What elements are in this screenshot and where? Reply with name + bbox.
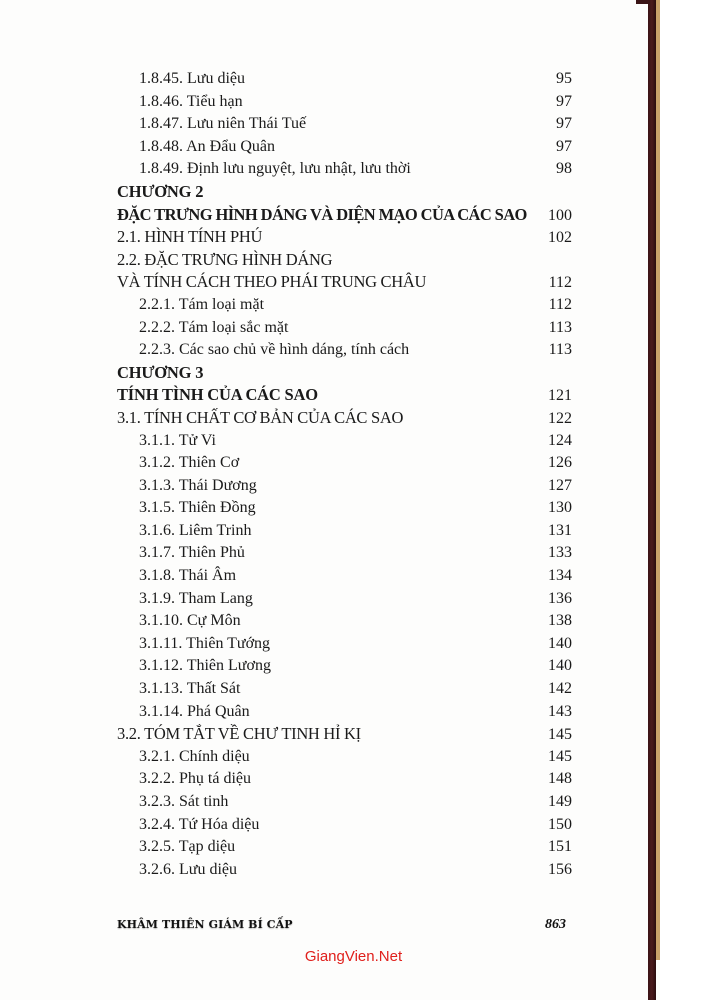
toc-entry-page: 97	[556, 115, 572, 133]
toc-entry-sub	[117, 430, 572, 453]
toc-entry-page: 113	[548, 341, 572, 359]
toc-entry-chapter-title	[117, 204, 572, 227]
toc-entry-label: 2.1. HÌNH TÍNH PHÚ	[117, 227, 263, 247]
toc-entry-label: 3.1.5. Thiên Đồng	[139, 499, 256, 517]
toc-entry-sub	[117, 768, 572, 791]
toc-entry-label: 3.2.1. Chính diệu	[139, 747, 250, 765]
toc-entry-section	[117, 226, 572, 249]
toc-entry-sub	[117, 633, 572, 656]
toc-entry-sub	[117, 542, 572, 565]
book-cover-edge	[656, 0, 660, 960]
background-outside-page	[660, 0, 707, 1000]
toc-entry-page: 142	[548, 680, 572, 698]
toc-entry-page: 149	[548, 793, 572, 810]
toc-entry-label: 3.1.1. Tử Vi	[139, 431, 216, 449]
toc-entry-page: 113	[548, 318, 572, 336]
toc-entry-label: 3.2.4. Tứ Hóa diệu	[139, 815, 260, 833]
toc-entry-page: 112	[548, 274, 572, 292]
page-number: 863	[545, 917, 566, 932]
toc-entry-label: 3.1.14. Phá Quân	[139, 702, 250, 720]
toc-entry-label: VÀ TÍNH CÁCH THEO PHÁI TRUNG CHÂU	[117, 272, 427, 292]
toc-entry-page: 148	[548, 770, 572, 788]
toc-entry-page: 130	[548, 499, 572, 517]
toc-entry-sub	[117, 791, 572, 814]
toc-entry-label: 3.1.13. Thất Sát	[139, 680, 241, 698]
toc-entry-label: 1.8.47. Lưu niên Thái Tuế	[139, 115, 307, 133]
toc-entry-page: 143	[548, 702, 572, 720]
toc-entry-sub	[117, 475, 572, 498]
toc-entry-sub	[117, 701, 572, 724]
toc-entry-page: 136	[548, 589, 572, 607]
toc-entry-label: 1.8.45. Lưu diệu	[139, 70, 245, 87]
toc-entry-section	[117, 407, 572, 430]
page-footer	[117, 917, 572, 933]
toc-entry-label: 1.8.46. Tiểu hạn	[139, 92, 243, 110]
toc-entry-label: 3.1.3. Thái Dương	[139, 476, 257, 494]
toc-entry-page: 98	[556, 160, 572, 178]
toc-entry-page: 145	[548, 726, 572, 744]
toc-entry-chapter-title	[117, 384, 572, 407]
toc-entry-sub	[117, 497, 572, 520]
toc-entry-label: 3.2. TÓM TẮT VỀ CHƯ TINH HỈ KỊ	[117, 724, 361, 744]
book-spine-edge	[648, 0, 656, 1000]
toc-entry-chapter-head	[117, 181, 572, 204]
toc-entry-label: 3.1.10. Cự Môn	[139, 612, 241, 630]
toc-entry-label: 3.2.2. Phụ tá diệu	[139, 770, 251, 788]
toc-entry-page: 102	[548, 229, 572, 247]
toc-entry-section	[117, 723, 572, 746]
toc-entry-sub	[117, 452, 572, 475]
toc-entry-label: 3.2.3. Sát tinh	[139, 793, 229, 810]
toc-entry-label: 3.1.11. Thiên Tướng	[139, 634, 271, 652]
toc-entry-sub	[117, 68, 572, 91]
toc-entry-page: 150	[548, 815, 572, 833]
toc-entry-page: 100	[548, 206, 572, 224]
toc-entry-sub	[117, 158, 572, 181]
toc-entry-page: 95	[556, 70, 572, 87]
toc-entry-sub	[117, 91, 572, 114]
toc-entry-sub	[117, 859, 572, 882]
table-of-contents	[117, 68, 572, 881]
toc-entry-page: 134	[548, 567, 572, 585]
toc-entry-sub	[117, 339, 572, 362]
toc-entry-label: 2.2.3. Các sao chủ về hình dáng, tính cách	[139, 341, 410, 359]
toc-entry-page: 140	[548, 657, 572, 675]
toc-entry-label: 3.1.6. Liêm Trinh	[139, 521, 252, 539]
toc-entry-label: 3.1.8. Thái Âm	[139, 567, 237, 585]
toc-entry-page: 122	[548, 409, 572, 427]
toc-entry-sub	[117, 610, 572, 633]
toc-entry-page: 126	[548, 454, 572, 472]
toc-entry-label: 3.2.6. Lưu diệu	[139, 860, 237, 878]
running-book-title: KHÂM THIÊN GIÁM BÍ CẤP	[117, 918, 293, 931]
toc-entry-page: 97	[556, 137, 572, 155]
toc-entry-sub	[117, 678, 572, 701]
toc-entry-sub	[117, 655, 572, 678]
toc-entry-label: 3.1.7. Thiên Phủ	[139, 544, 245, 562]
toc-entry-sub	[117, 565, 572, 588]
toc-entry-chapter-head	[117, 362, 572, 385]
toc-entry-label: 1.8.48. An Đẩu Quân	[139, 137, 275, 155]
toc-entry-sub	[117, 136, 572, 159]
toc-entry-sub	[117, 588, 572, 611]
toc-entry-page: 145	[548, 747, 572, 765]
toc-entry-sub	[117, 520, 572, 543]
toc-entry-page: 138	[548, 612, 572, 630]
toc-entry-sub	[117, 317, 572, 340]
toc-entry-label: 3.1.2. Thiên Cơ	[139, 454, 240, 472]
toc-entry-page: 133	[548, 544, 572, 562]
toc-entry-sub	[117, 746, 572, 769]
toc-entry-page: 140	[548, 634, 572, 652]
toc-entry-label: 3.2.5. Tạp diệu	[139, 838, 236, 856]
toc-entry-label: 2.2.2. Tám loại sắc mặt	[139, 318, 289, 336]
toc-entry-label: 3.1.9. Tham Lang	[139, 589, 253, 607]
toc-entry-page: 127	[548, 476, 572, 494]
toc-entry-label: 2.2.1. Tám loại mặt	[139, 295, 265, 313]
toc-entry-label: 1.8.49. Định lưu nguyệt, lưu nhật, lưu thời	[139, 160, 411, 178]
toc-entry-page: 131	[548, 521, 572, 539]
toc-entry-label: 3.1. TÍNH CHẤT CƠ BẢN CỦA CÁC SAO	[117, 407, 404, 427]
book-corner-edge	[636, 0, 650, 4]
toc-entry-label: 2.2. ĐẶC TRƯNG HÌNH DÁNG	[117, 249, 333, 269]
toc-entry-sub	[117, 113, 572, 136]
toc-entry-page: 124	[548, 431, 572, 449]
toc-entry-sub	[117, 814, 572, 837]
toc-entry-label: CHƯƠNG 2	[117, 181, 204, 201]
toc-entry-sub	[117, 836, 572, 859]
toc-entry-page: 121	[548, 387, 572, 405]
toc-entry-label: CHƯƠNG 3	[117, 362, 204, 382]
watermark: GiangVien.Net	[304, 948, 403, 965]
toc-entry-label: ĐẶC TRƯNG HÌNH DÁNG VÀ DIỆN MẠO CỦA CÁC SAO	[117, 204, 527, 224]
toc-entry-sub	[117, 294, 572, 317]
toc-entry-page: 112	[548, 295, 572, 313]
toc-entry-label: TÍNH TÌNH CỦA CÁC SAO	[117, 385, 318, 405]
toc-entry-section	[117, 271, 572, 294]
toc-entry-page: 156	[548, 860, 572, 878]
toc-entry-page: 97	[556, 92, 572, 110]
toc-entry-section	[117, 249, 572, 272]
toc-entry-label: 3.1.12. Thiên Lương	[139, 657, 271, 675]
toc-entry-page: 151	[548, 838, 572, 856]
